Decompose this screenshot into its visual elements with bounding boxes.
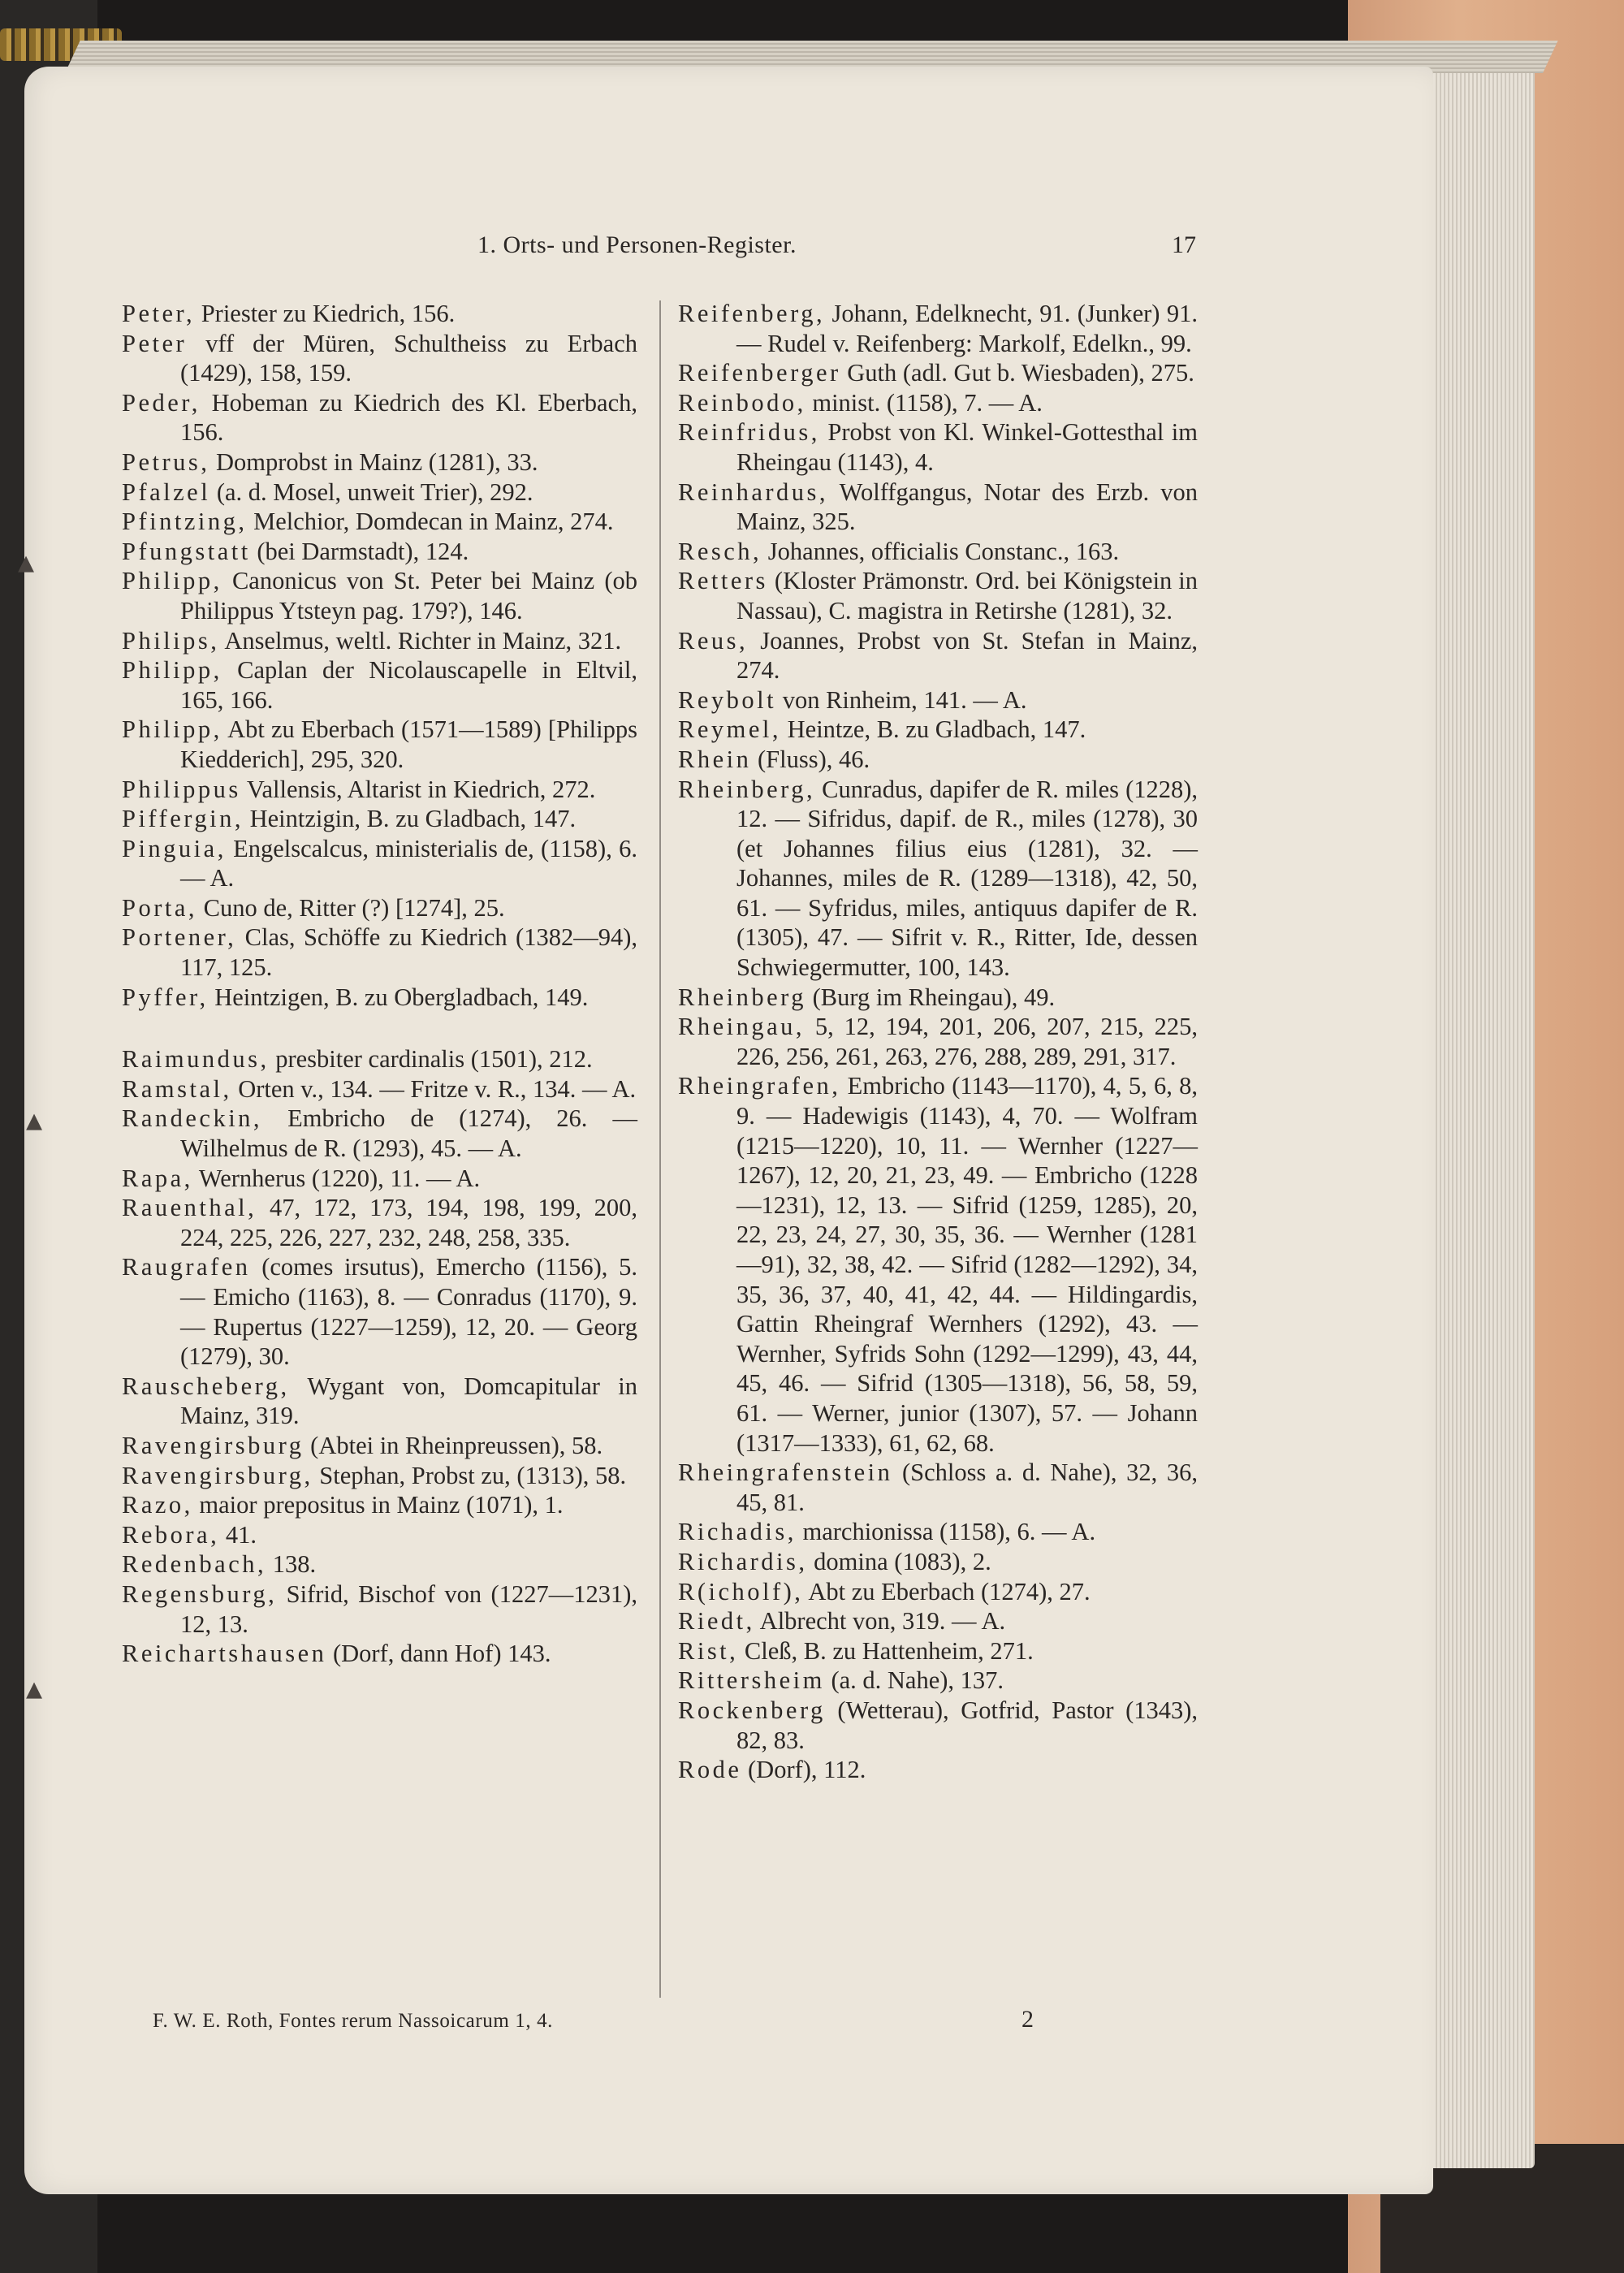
entry-headword: Raimundus, [122,1045,270,1074]
entry-text: domina (1083), 2. [814,1547,991,1575]
index-entry [122,1074,637,1104]
index-entry [678,1577,1198,1607]
entry-headword: Philipp, [122,656,222,685]
entry-text: Engelscalcus, ministerialis de, (1158), 6. — A. [180,834,637,892]
entry-headword: Pyffer, [122,983,209,1011]
entry-headword: Rode [678,1756,742,1784]
margin-mark-icon: ▴ [26,1670,43,1706]
index-entry [678,626,1198,685]
column-divider [659,300,661,1998]
index-column-right [678,299,1198,1785]
section-gap [122,1012,637,1044]
index-entry [122,1579,637,1639]
entry-headword: Portener, [122,923,237,952]
index-entry [678,983,1198,1013]
entry-text: Stephan, Probst zu, (1313), 58. [319,1461,627,1489]
entry-text: Wolffgangus, Notar des Erzb. von Mainz, 325. [736,478,1199,536]
entry-text: (a. d. Mosel, unweit Trier), 292. [216,478,533,506]
index-entry [122,1520,637,1550]
index-entry [122,893,637,923]
entry-headword: Richadis, [678,1518,797,1546]
entry-headword: Reifenberger [678,359,841,387]
index-entry [122,834,637,893]
entry-headword: Rebora, [122,1520,220,1549]
index-entry [122,626,637,656]
entry-text: Guth (adl. Gut b. Wiesbaden), 275. [847,359,1194,387]
index-entry [122,1252,637,1371]
index-entry [122,923,637,982]
index-entry [678,1012,1198,1071]
index-entry [678,1458,1198,1517]
index-entry [678,299,1198,358]
entry-headword: Richardis, [678,1547,808,1575]
index-entry [678,1696,1198,1755]
entry-text: Abt zu Eberbach (1274), 27. [808,1577,1091,1605]
index-entry [678,1636,1198,1666]
entry-headword: Reinfridus, [678,418,820,447]
entry-headword: Ravengirsburg, [122,1461,313,1489]
entry-headword: Philipp, [122,567,222,595]
entry-text: Domprobst in Mainz (1281), 33. [216,447,538,476]
entry-headword: Peder, [122,388,201,417]
index-entry [122,1549,637,1579]
entry-headword: Rauscheberg, [122,1372,290,1400]
entry-headword: Pfintzing, [122,508,248,536]
entry-text: (Kloster Prämonstr. Ord. bei Königstein in Nassau), C. magistra in Retirshe (1281), 32. [736,567,1199,624]
index-entry [122,537,637,567]
entry-headword: Rockenberg [678,1696,826,1724]
entry-text: Hobeman zu Kiedrich des Kl. Eberbach, 156. [180,388,638,447]
entry-headword: Peter, [122,300,196,327]
entry-text: Wygant von, Domcapitular in Mainz, 319. [180,1372,637,1430]
entry-headword: Reymel, [678,715,781,744]
entry-headword: Ramstal, [122,1074,232,1103]
index-entry [122,1164,637,1194]
entry-headword: Philipp, [122,715,222,744]
entry-headword: Pfalzel [122,478,211,506]
entry-headword: Piffergin, [122,805,244,833]
index-entry [122,1490,637,1520]
entry-text: Heintzigen, B. zu Obergladbach, 149. [214,983,589,1011]
index-entry [678,775,1198,983]
entry-headword: Riedt, [678,1607,755,1636]
index-entry [678,1666,1198,1696]
page-number: 17 [1172,231,1196,258]
entry-text: Embricho de (1274), 26. — Wilhelmus de R. (1293), 45. — A. [180,1104,637,1163]
index-entry [678,566,1198,625]
index-entry [678,685,1198,715]
entry-text: Joannes, Probst von St. Stefan in Mainz, 274. [736,626,1198,685]
entry-headword: Peter [122,329,188,357]
entry-text: Embricho (1143—1170), 4, 5, 6, 8, 9. — Hadewigis (1143), 4, 70. — Wolfram (1215—1220), 10, 11. — Wernher (1227—1267), 12, 20, 21, 23, 49. — Embricho (1228 —1231), 12, 13. — Sifrid (1259, 1285), 20, 22, 23, 24, 27, 30, 35, 36. — Wernher (1281—91), 32, 38, 42. — Sifrid (1282—1292), 34, 35, 36, 37, 40, 41, 42, 44. — Hildingardis, Gattin Rheingraf Wernhers (1292), 43. — Wernher, Syfrids Sohn (1292—1299), 43, 44, 45, 46. — Sifrid (1305—1318), 56, 58, 59, 61. — Werner, junior (1307), 57. — Johann (1317—1333), 61, 62, 68. [736,1072,1198,1457]
entry-text: Cunradus, dapifer de R. miles (1228), 12. — Sifridus, dapif. de R., miles (1278), 30 (et Johannes filius eius (1281), 32. — Johannes, miles de R. (1289—1318), 42, 50, 61. — Syfridus, miles, antiquus dapifer de R. (1305), 47. — Sifrit v. R., Ritter, Ide, dessen Schwiegermutter, 100, 143. [736,775,1199,982]
entry-text: Heintze, B. zu Gladbach, 147. [787,715,1086,744]
entry-text: 41. [225,1520,257,1549]
index-entry [122,715,637,774]
index-entry [678,478,1198,537]
entry-headword: Reus, [678,626,749,655]
index-entry [678,417,1198,477]
entry-text: Orten v., 134. — Fritze v. R., 134. — A. [238,1074,637,1103]
index-entry [678,537,1198,567]
entry-headword: Regensburg, [122,1579,278,1608]
index-entry [122,1193,637,1252]
entry-headword: Porta, [122,893,198,922]
index-entry [122,983,637,1013]
entry-text: Cleß, B. zu Hattenheim, 271. [744,1636,1034,1665]
index-entry [678,1071,1198,1458]
index-entry [678,1755,1198,1785]
entry-headword: Rheingrafenstein [678,1458,893,1487]
entry-headword: R(icholf), [678,1577,804,1605]
entry-text: Priester zu Kiedrich, 156. [201,300,456,327]
entry-headword: Reinhardus, [678,478,829,506]
index-column-left [122,299,637,1669]
index-entry [122,1639,637,1669]
running-title: 1. Orts- und Personen-Register. [477,231,797,258]
entry-text: Vallensis, Altarist in Kiedrich, 272. [246,775,596,803]
entry-text: 138. [272,1550,317,1579]
entry-text: (Schloss a. d. Nahe), 32, 36, 45, 81. [736,1458,1198,1516]
entry-headword: Resch, [678,537,762,565]
entry-text: (Burg im Rheingau), 49. [812,983,1056,1011]
index-entry [678,715,1198,745]
entry-text: (Abtei in Rheinpreussen), 58. [310,1431,603,1459]
index-entry [122,804,637,834]
index-entry [122,1461,637,1491]
entry-text: Johannes, officialis Constanc., 163. [767,537,1120,565]
entry-headword: Rauenthal, [122,1194,257,1222]
entry-headword: Philips, [122,626,220,655]
entry-headword: Rheingau, [678,1013,806,1041]
entry-headword: Ravengirsburg [122,1431,304,1459]
entry-text: Probst von Kl. Winkel-Gottesthal im Rheingau (1143), 4. [736,418,1199,476]
index-entry [122,1431,637,1461]
entry-text: (Wetterau), Gotfrid, Pastor (1343), 82, 83. [736,1696,1199,1754]
entry-headword: Rist, [678,1636,739,1665]
index-entry [122,507,637,537]
entry-headword: Philippus [122,775,241,803]
entry-text: (Dorf), 112. [748,1756,866,1784]
index-entry [122,299,637,329]
index-entry [678,1517,1198,1547]
margin-mark-icon: ▴ [18,543,35,580]
index-entry [122,329,637,388]
entry-headword: Rittersheim [678,1666,825,1695]
entry-headword: Rheinberg [678,983,806,1011]
entry-text: 47, 172, 173, 194, 198, 199, 200, 224, 225, 226, 227, 232, 248, 258, 335. [180,1194,638,1251]
page-header [0,231,1624,264]
entry-text: minist. (1158), 7. — A. [812,388,1043,417]
entry-text: (Fluss), 46. [757,745,870,773]
entry-text: Sifrid, Bischof von (1227—1231), 12, 13. [180,1579,637,1638]
entry-headword: Reinbodo, [678,388,806,417]
index-entry [122,566,637,625]
entry-text: Canonicus von St. Peter bei Mainz (ob Philippus Ytsteyn pag. 179?), 146. [180,567,638,624]
index-entry [678,388,1198,418]
entry-headword: Pfungstatt [122,537,251,565]
entry-headword: Redenbach, [122,1550,267,1579]
index-entry [122,655,637,715]
index-entry [678,745,1198,775]
entry-headword: Rhein [678,745,752,773]
entry-text: Albrecht von, 319. — A. [759,1607,1006,1636]
entry-headword: Reichartshausen [122,1640,327,1668]
index-entry [678,1547,1198,1577]
entry-text: Melchior, Domdecan in Mainz, 274. [253,508,614,536]
entry-text: Anselmus, weltl. Richter in Mainz, 321. [224,626,622,655]
entry-text: Heintzigin, B. zu Gladbach, 147. [249,805,577,833]
entry-text: Wernherus (1220), 11. — A. [198,1164,481,1192]
index-entry [122,478,637,508]
entry-text: maior prepositus in Mainz (1071), 1. [199,1491,564,1519]
entry-text: presbiter cardinalis (1501), 212. [275,1045,593,1074]
margin-mark-icon: ▴ [26,1101,43,1138]
entry-headword: Reifenberg, [678,300,826,327]
index-entry [122,1372,637,1431]
entry-headword: Reybolt [678,685,777,714]
entry-text: vff der Müren, Schultheiss zu Erbach (1429), 158, 159. [180,329,638,387]
entry-headword: Rapa, [122,1164,193,1192]
index-entry [678,358,1198,388]
entry-headword: Randeckin, [122,1104,263,1133]
entry-text: Cuno de, Ritter (?) [1274], 25. [203,893,505,922]
footer-signature: 2 [1021,2006,1034,2033]
entry-headword: Razo, [122,1491,193,1519]
entry-text: Abt zu Eberbach (1571—1589) [Philipps Kiedderich], 295, 320. [180,715,637,773]
index-entry [122,1044,637,1074]
entry-text: (bei Darmstadt), 124. [257,537,469,565]
entry-text: von Rinheim, 141. — A. [782,685,1027,714]
entry-text: (a. d. Nahe), 137. [831,1666,1004,1695]
entry-text: (comes irsutus), Emercho (1156), 5. — Emicho (1163), 8. — Conradus (1170), 9. — Rupertus (1227—1259), 12, 20. — Georg (1279), 30. [180,1253,638,1371]
index-entry [678,1606,1198,1636]
entry-headword: Rheingrafen, [678,1072,841,1100]
entry-headword: Raugrafen [122,1253,251,1281]
entry-headword: Pinguia, [122,834,227,862]
entry-text: marchionissa (1158), 6. — A. [802,1518,1096,1546]
entry-text: Clas, Schöffe zu Kiedrich (1382—94), 117, 125. [180,923,637,982]
entry-text: (Dorf, dann Hof) 143. [333,1640,551,1668]
index-entry [122,775,637,805]
entry-headword: Retters [678,567,768,595]
index-entry [122,388,637,447]
footer-source: F. W. E. Roth, Fontes rerum Nassoicarum 1, 4. [153,2010,554,2032]
entry-text: Johann, Edelknecht, 91. (Junker) 91. — Rudel v. Reifenberg: Markolf, Edelkn., 99. [736,300,1198,357]
index-entry [122,447,637,478]
entry-text: Caplan der Nicolauscapelle in Eltvil, 165, 166. [180,656,637,714]
entry-headword: Petrus, [122,447,210,476]
index-entry [122,1104,637,1163]
entry-headword: Rheinberg, [678,775,816,803]
entry-text: 5, 12, 194, 201, 206, 207, 215, 225, 226, 256, 261, 263, 276, 288, 289, 291, 317. [736,1013,1199,1070]
